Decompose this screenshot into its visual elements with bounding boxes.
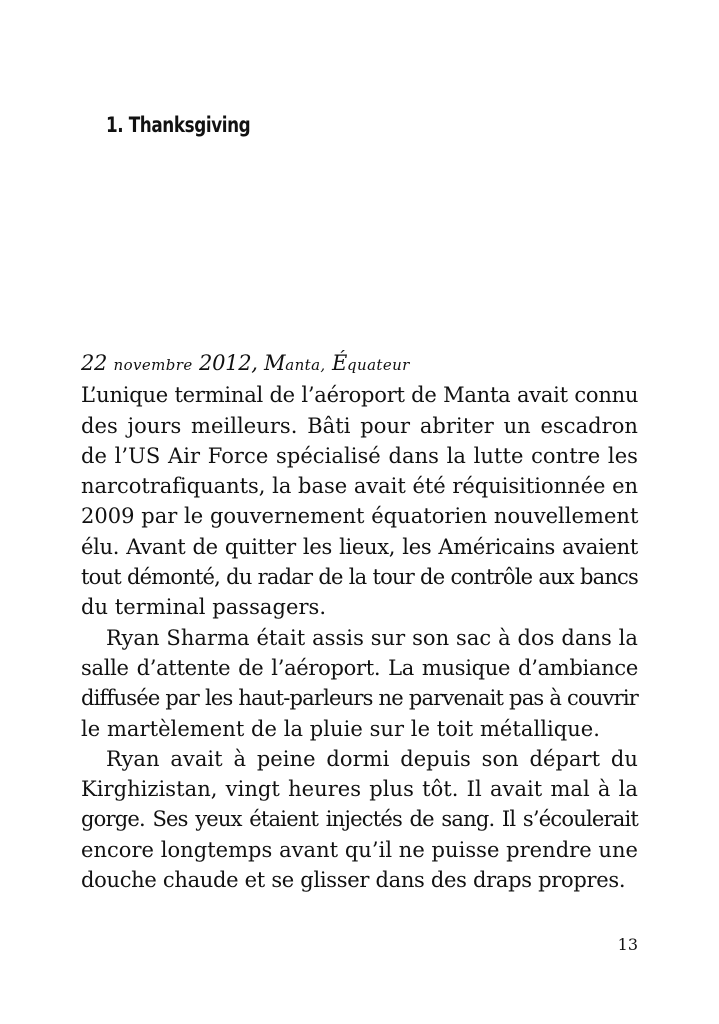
text-line: Ryan avait à peine dormi depuis son départ du <box>106 746 638 771</box>
dateline-month: novembre <box>113 356 193 374</box>
text-line: gorge. Ses yeux étaient injectés de sang. Il s’écoulerait <box>81 807 638 832</box>
page-number: 13 <box>617 935 638 954</box>
text-line: Kirghizistan, vingt heures plus tôt. Il avait mal à la <box>81 777 638 802</box>
paragraph <box>81 744 638 895</box>
text-line: tout démonté, du radar de la tour de contrôle aux bancs <box>81 565 638 590</box>
dateline-country-rest: quateur <box>347 356 410 374</box>
paragraph <box>81 380 638 622</box>
text-line: des jours meilleurs. Bâti pour abriter un escadron <box>81 413 638 438</box>
chapter-title: 1. Thanksgiving <box>106 113 251 137</box>
body-text <box>81 348 638 895</box>
dateline-city-initial: M <box>264 351 286 375</box>
dateline-city-rest: anta, <box>285 356 326 374</box>
text-line: encore longtemps avant qu’il ne puisse prendre une <box>81 837 638 862</box>
paragraph <box>81 623 638 744</box>
text-line: le martèlement de la pluie sur le toit métallique. <box>81 716 601 741</box>
text-line: 2009 par le gouvernement équatorien nouvellement <box>81 504 639 529</box>
text-line: douche chaude et se glisser dans des draps propres. <box>81 868 626 893</box>
text-line: salle d’attente de l’aéroport. La musique d’ambiance <box>81 655 638 680</box>
dateline <box>81 348 638 380</box>
text-line: narcotrafiquants, la base avait été réquisitionnée en <box>81 474 638 499</box>
text-line: Ryan Sharma était assis sur son sac à dos dans la <box>106 625 638 650</box>
text-line: L’unique terminal de l’aéroport de Manta avait connu <box>81 383 639 408</box>
text-line: du terminal passagers. <box>81 595 327 620</box>
dateline-year: 2012, <box>199 351 258 375</box>
dateline-day: 22 <box>81 351 108 375</box>
text-line: élu. Avant de quitter les lieux, les Américains avaient <box>81 534 638 559</box>
text-line: diffusée par les haut-parleurs ne parvenait pas à couvrir <box>81 686 638 711</box>
dateline-country-initial: É <box>331 351 348 375</box>
text-line: de l’US Air Force spécialisé dans la lutte contre les <box>81 443 638 468</box>
